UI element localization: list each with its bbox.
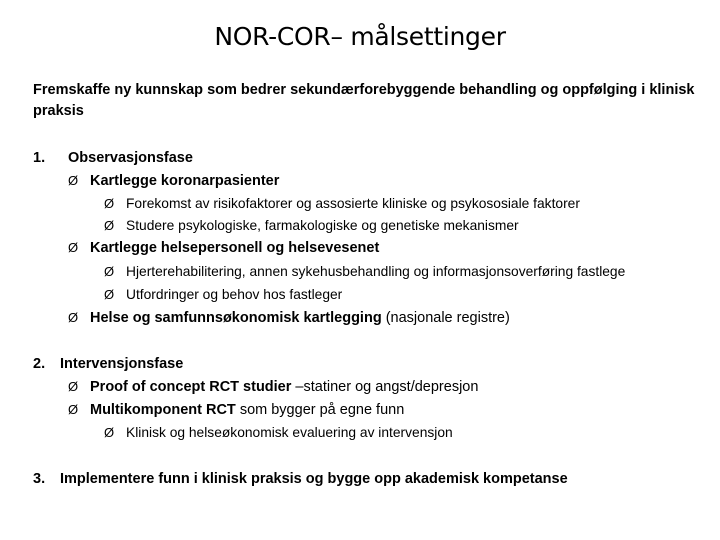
phase1-item1 (68, 171, 279, 191)
bullet-arrow-icon: Ø (104, 264, 115, 279)
phase2-item2-sub1-text: Klinisk og helseøkonomisk evaluering av intervensjon (126, 425, 453, 440)
bullet-arrow-icon: Ø (68, 379, 79, 394)
phase2-item1-rest: –statiner og angst/depresjon (291, 379, 479, 395)
phase1-item2-sub1 (104, 262, 625, 282)
bullet-arrow-icon: Ø (104, 287, 115, 302)
phase2-number: 2. (33, 356, 46, 372)
phase2-heading: Intervensjonsfase (60, 356, 184, 372)
phase1-number: 1. (33, 150, 46, 166)
bullet-arrow-icon: Ø (104, 218, 115, 233)
bullet-arrow-icon: Ø (104, 425, 115, 440)
phase2-item2-bold: Multikomponent RCT (90, 402, 236, 418)
phase1-item1-sub2-text: Studere psykologiske, farmakologiske og genetiske mekanismer (126, 218, 519, 233)
phase1-item3 (68, 308, 510, 328)
phase3-number: 3. (33, 471, 46, 487)
phase2-item1-bold: Proof of concept RCT studier (90, 379, 292, 395)
phase2-item1 (68, 377, 478, 397)
bullet-arrow-icon: Ø (68, 240, 79, 255)
phase1-heading: Observasjonsfase (68, 150, 193, 166)
phase2-item2 (68, 400, 404, 420)
bullet-arrow-icon: Ø (68, 310, 79, 325)
phase1-item1-sub1 (104, 194, 580, 214)
phase1-item1-sub1-text: Forekomst av risikofaktorer og assosierte kliniske og psykososiale faktorer (126, 196, 580, 211)
phase2-item2-sub1 (104, 423, 453, 443)
bullet-arrow-icon: Ø (68, 402, 79, 417)
intro-text: Fremskaffe ny kunnskap som bedrer sekundærforebyggende behandling og oppfølging i klinisk praksis (33, 82, 695, 119)
bullet-arrow-icon: Ø (104, 196, 115, 211)
phase1-item2-sub1-text: Hjerterehabilitering, annen sykehusbehandling og informasjonsoverføring fastlege (126, 264, 626, 279)
phase2-item2-rest: som bygger på egne funn (235, 402, 405, 418)
phase3-heading: Implementere funn i klinisk praksis og bygge opp akademisk kompetanse (60, 471, 568, 487)
phase1-item2 (68, 238, 379, 258)
phase1-item1-text: Kartlegge koronarpasienter (90, 173, 280, 189)
phase1-item3-rest: (nasjonale registre) (381, 310, 510, 326)
bullet-arrow-icon: Ø (68, 173, 79, 188)
phase1-item1-sub2 (104, 216, 519, 236)
phase1-item2-sub2-text: Utfordringer og behov hos fastleger (126, 287, 343, 302)
phase1-item2-text: Kartlegge helsepersonell og helsevesenet (90, 240, 380, 256)
page-title: NOR-COR– målsettinger (214, 22, 506, 51)
phase1-item2-sub2 (104, 285, 342, 305)
phase1-item3-bold: Helse og samfunnsøkonomisk kartlegging (90, 310, 382, 326)
